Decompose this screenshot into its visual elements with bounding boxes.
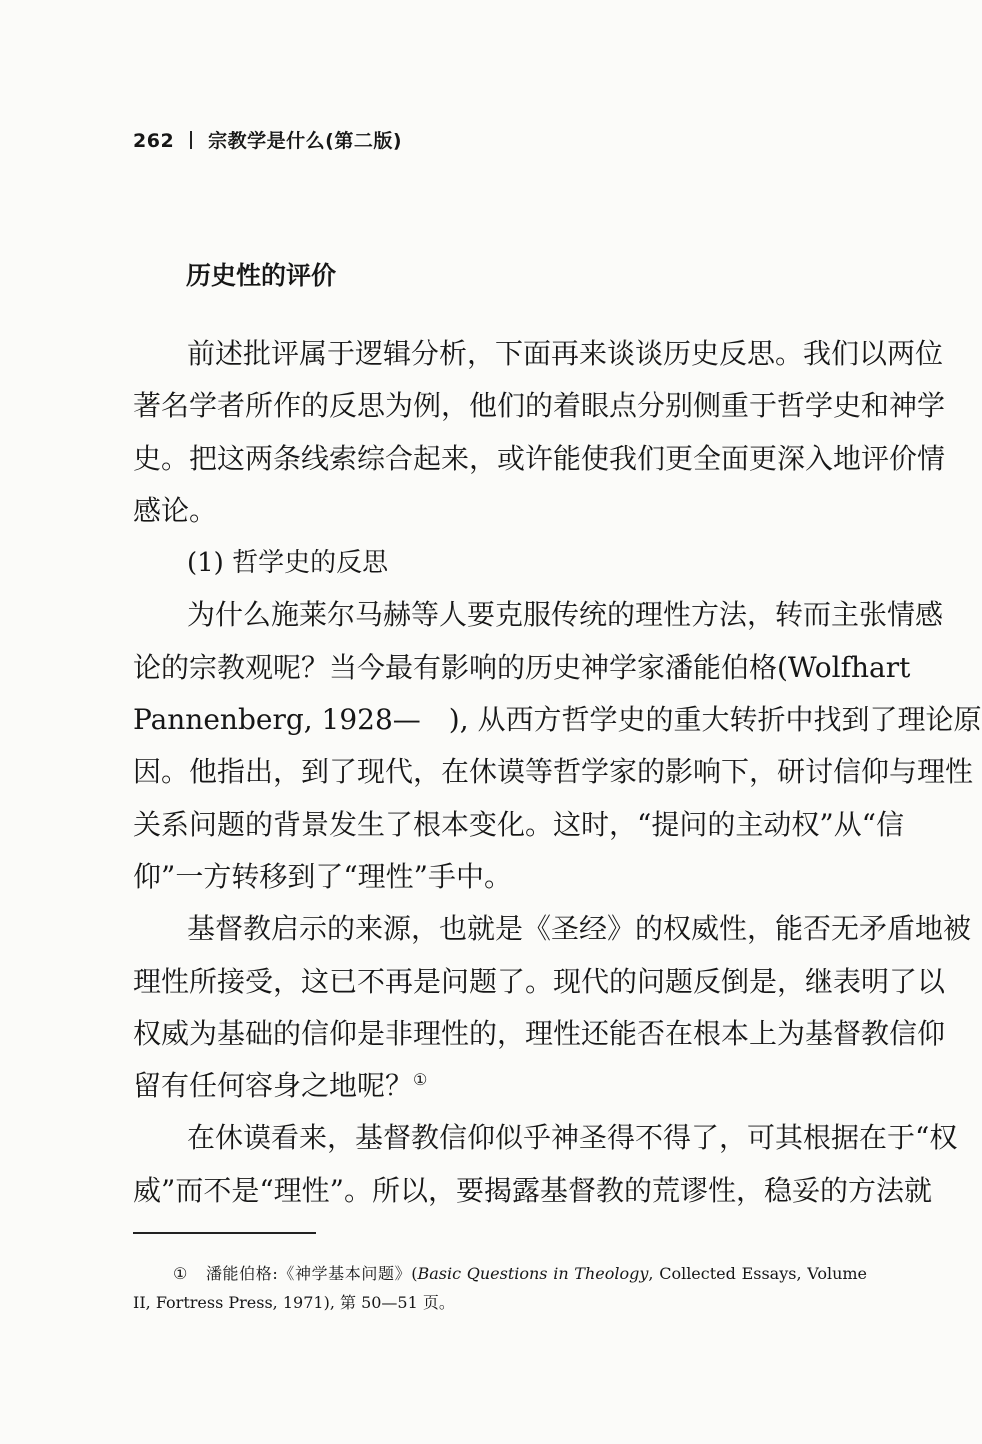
book-title: 宗教学是什么(第二版) bbox=[208, 130, 403, 152]
footnote-paren: ( bbox=[411, 1264, 418, 1283]
footnote-book-cn: 《神学基本问题》 bbox=[277, 1264, 412, 1283]
body-line: 史。把这两条线索综合起来，或许能使我们更全面更深入地评价情 bbox=[133, 441, 946, 475]
body-line: 权威为基础的信仰是非理性的，理性还能否在根本上为基督教信仰 bbox=[133, 1016, 946, 1050]
body-line: 因。他指出，到了现代，在休谟等哲学家的影响下，研讨信仰与理性 bbox=[133, 755, 974, 789]
body-line: Pannenberg, 1928— ), 从西方哲学史的重大转折中找到了理论原 bbox=[133, 703, 982, 737]
footnote-reference[interactable]: ① bbox=[413, 1070, 428, 1090]
body-line: 前述批评属于逻辑分析，下面再来谈谈历史反思。我们以两位 bbox=[187, 337, 944, 370]
body-line: 为什么施莱尔马赫等人要克服传统的理性方法，转而主张情感 bbox=[187, 598, 944, 632]
header-divider bbox=[190, 131, 192, 149]
page-number: 262 bbox=[133, 130, 175, 152]
body-line: 感论。 bbox=[133, 493, 218, 527]
body-line: 理性所接受，这已不再是问题了。现代的问题反倒是，继表明了以 bbox=[133, 964, 946, 998]
footnote-line1-rest: , Collected Essays, Volume bbox=[648, 1264, 868, 1283]
footnote bbox=[133, 1259, 867, 1317]
footnote-mark: ① bbox=[173, 1264, 188, 1283]
section-title: 历史性的评价 bbox=[186, 261, 337, 290]
footnote-line bbox=[133, 1259, 867, 1288]
body-line: 基督教启示的来源，也就是《圣经》的权威性，能否无矛盾地被 bbox=[187, 912, 972, 946]
footnote-book-en: Basic Questions in Theology bbox=[417, 1264, 649, 1283]
body-line-with-footnote bbox=[133, 1060, 867, 1112]
body-line: 在休谟看来，基督教信仰似乎神圣得不得了，可其根据在于“权 bbox=[187, 1121, 958, 1155]
body-line: 威”而不是“理性”。所以，要揭露基督教的荒谬性，稳妥的方法就 bbox=[133, 1173, 932, 1207]
body-line: 著名学者所作的反思为例，他们的着眼点分别侧重于哲学史和神学 bbox=[133, 389, 946, 423]
body-text bbox=[133, 328, 982, 1217]
running-header bbox=[133, 126, 402, 153]
footnote-divider bbox=[133, 1232, 316, 1234]
body-line: 论的宗教观呢？当今最有影响的历史神学家潘能伯格(Wolfhart bbox=[133, 650, 911, 684]
footnote-line: II, Fortress Press, 1971), 第 50—51 页。 bbox=[133, 1293, 455, 1312]
body-line: 关系问题的背景发生了根本变化。这时，“提问的主动权”从“信 bbox=[133, 807, 904, 841]
body-line: 仰”一方转移到了“理性”手中。 bbox=[133, 859, 512, 893]
footnote-author: 潘能伯格: bbox=[205, 1264, 278, 1283]
subsection-heading: (1) 哲学史的反思 bbox=[187, 548, 389, 579]
body-line-text: 留有任何容身之地呢？ bbox=[133, 1069, 414, 1103]
